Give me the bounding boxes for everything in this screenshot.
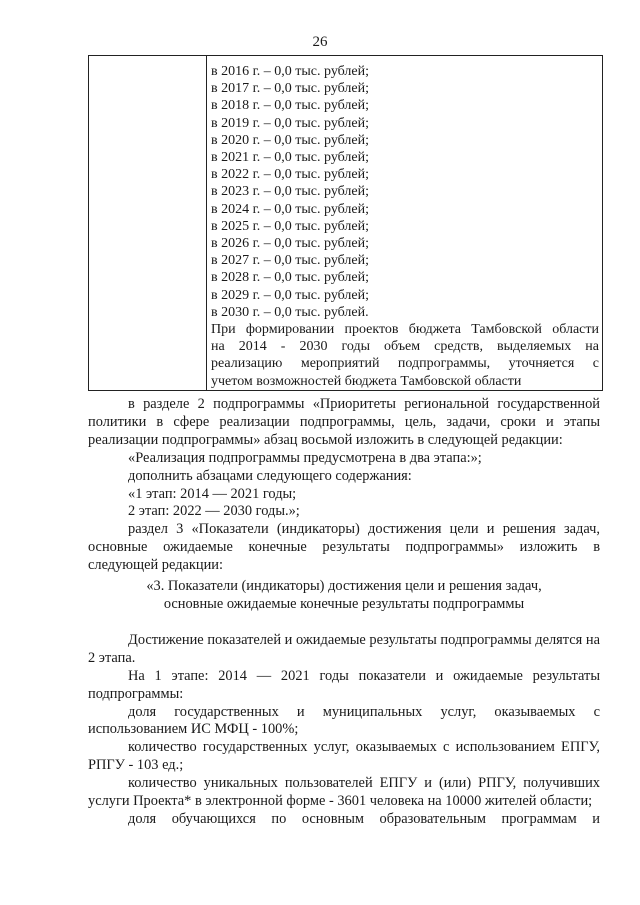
funding-line: в 2026 г. – 0,0 тыс. рублей; xyxy=(211,236,369,252)
paragraph-add-text: дополнить абзацами следующего содержания: xyxy=(128,467,412,484)
section-caption xyxy=(88,578,600,614)
paragraph-unique-users: количество уникальных пользователей ЕПГУ и (или) РПГУ, получивших услуги Проекта* в электронной форме - 3601 человека на 10000 жителей области; xyxy=(88,775,600,810)
budget-note-line: реализацию мероприятий подпрограммы, уточняется с xyxy=(211,356,599,372)
funding-line: в 2020 г. – 0,0 тыс. рублей; xyxy=(211,132,369,148)
paragraph-section3-amendment: раздел 3 «Показатели (индикаторы) достижения цели и решения задач, основные ожидаемые конечные результаты подпрограммы» изложить в следующей редакции: xyxy=(88,521,600,574)
table-column-divider xyxy=(206,56,207,390)
section-caption-line2: основные ожидаемые конечные результаты подпрограммы xyxy=(163,595,525,612)
funding-line: в 2018 г. – 0,0 тыс. рублей; xyxy=(211,98,369,114)
funding-line: в 2029 г. – 0,0 тыс. рублей; xyxy=(211,287,369,303)
funding-cell xyxy=(211,63,599,390)
funding-line: в 2030 г. – 0,0 тыс. рублей. xyxy=(211,304,369,320)
paragraph-students-share: доля обучающихся по основным образовательным программам и xyxy=(128,810,600,827)
funding-line: в 2023 г. – 0,0 тыс. рублей; xyxy=(211,184,369,200)
paragraph-two-stages: Достижение показателей и ожидаемые результаты подпрограммы делятся на 2 этапа. xyxy=(88,631,600,666)
funding-line: в 2021 г. – 0,0 тыс. рублей; xyxy=(211,150,369,166)
paragraph-mfc-share: доля государственных и муниципальных услуг, оказываемых с использованием ИС МФЦ - 100%; xyxy=(88,703,600,738)
funding-line: в 2019 г. – 0,0 тыс. рублей; xyxy=(211,115,369,131)
page-number: 26 xyxy=(312,34,328,50)
paragraph-stage1: «1 этап: 2014 — 2021 годы; xyxy=(128,485,297,502)
funding-line: в 2028 г. – 0,0 тыс. рублей; xyxy=(211,270,369,286)
funding-line: в 2027 г. – 0,0 тыс. рублей; xyxy=(211,253,369,269)
budget-note-line: При формировании проектов бюджета Тамбовской области xyxy=(211,322,599,338)
section-caption-line1: «3. Показатели (индикаторы) достижения цели и решения задач, xyxy=(146,578,542,595)
funding-line: в 2024 г. – 0,0 тыс. рублей; xyxy=(211,201,369,217)
funding-line: в 2022 г. – 0,0 тыс. рублей; xyxy=(211,167,369,183)
paragraph-stage2: 2 этап: 2022 — 2030 годы.»; xyxy=(128,503,300,520)
budget-note-line: учетом возможностей бюджета Тамбовской области xyxy=(211,373,522,389)
document-body xyxy=(88,396,600,829)
budget-note-line: на 2014 - 2030 годы объем средств, выделяемых на xyxy=(211,339,599,355)
paragraph-section2-amendment: в разделе 2 подпрограммы «Приоритеты региональной государственной политики в сфере реализации подпрограммы, цель, задачи, сроки и этапы реализации подпрограммы» абзац восьмой изложить в следующей редакции: xyxy=(88,396,600,448)
funding-line: в 2017 г. – 0,0 тыс. рублей; xyxy=(211,81,369,97)
funding-line: в 2016 г. – 0,0 тыс. рублей; xyxy=(211,64,369,79)
paragraph-stage1-results: На 1 этапе: 2014 — 2021 годы показатели и ожидаемые результаты подпрограммы: xyxy=(88,667,600,702)
paragraph-epgu-services: количество государственных услуг, оказываемых с использованием ЕПГУ, РПГУ - 103 ед.; xyxy=(88,739,600,774)
funding-table xyxy=(88,55,603,391)
paragraph-quote-stages: «Реализация подпрограммы предусмотрена в два этапа:»; xyxy=(128,449,482,466)
funding-line: в 2025 г. – 0,0 тыс. рублей; xyxy=(211,218,369,234)
